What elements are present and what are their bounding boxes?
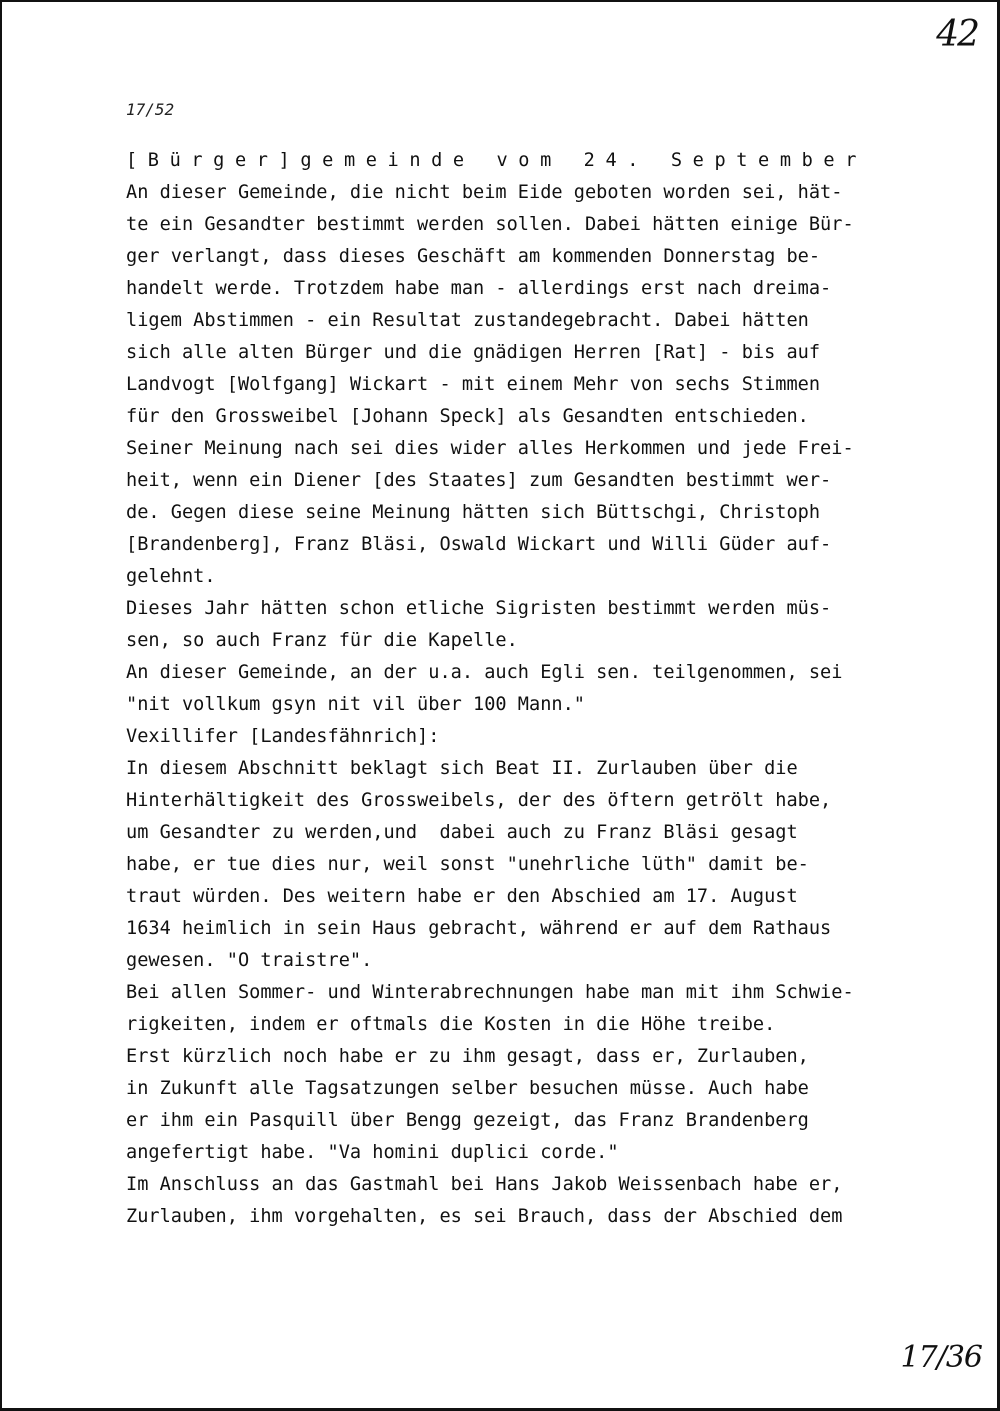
text-line: Zurlauben, ihm vorgehalten, es sei Brauch, dass der Abschied dem: [126, 1206, 843, 1227]
text-line: sich alle alten Bürger und die gnädigen Herren [Rat] - bis auf: [126, 342, 821, 363]
text-line: Erst kürzlich noch habe er zu ihm gesagt, dass er, Zurlauben,: [126, 1046, 809, 1067]
handwritten-folio-number: 17/36: [900, 1340, 982, 1375]
text-line: "nit vollkum gsyn nit vil über 100 Mann.": [126, 694, 585, 715]
text-line: In diesem Abschnitt beklagt sich Beat II. Zurlauben über die: [126, 758, 798, 779]
text-line: [Brandenberg], Franz Bläsi, Oswald Wickart und Willi Güder auf-: [126, 534, 832, 555]
text-line: er ihm ein Pasquill über Bengg gezeigt, das Franz Brandenberg: [126, 1110, 809, 1131]
text-line: für den Grossweibel [Johann Speck] als Gesandten entschieden.: [126, 406, 809, 427]
text-line: handelt werde. Trotzdem habe man - allerdings erst nach dreima-: [126, 278, 832, 299]
text-line: Landvogt [Wolfgang] Wickart - mit einem Mehr von sechs Stimmen: [126, 374, 821, 395]
section-heading: [Bürger]gemeinde vom 24. September: [126, 150, 868, 171]
text-line: de. Gegen diese seine Meinung hätten sich Büttschgi, Christoph: [126, 502, 821, 523]
text-line: habe, er tue dies nur, weil sonst "unehrliche lüth" damit be-: [126, 854, 809, 875]
body-text: [126, 145, 926, 1233]
text-line: ligem Abstimmen - ein Resultat zustandegebracht. Dabei hätten: [126, 310, 809, 331]
document-reference: 17/52: [126, 100, 175, 119]
text-line: An dieser Gemeinde, die nicht beim Eide geboten worden sei, hät-: [126, 182, 843, 203]
scan-border-left: [0, 0, 2, 1411]
text-line: traut würden. Des weitern habe er den Abschied am 17. August: [126, 886, 798, 907]
text-line: gelehnt.: [126, 566, 216, 587]
text-line: um Gesandter zu werden,und dabei auch zu Franz Bläsi gesagt: [126, 822, 798, 843]
text-line: Seiner Meinung nach sei dies wider alles Herkommen und jede Frei-: [126, 438, 854, 459]
text-line: ger verlangt, dass dieses Geschäft am kommenden Donnerstag be-: [126, 246, 821, 267]
text-line: An dieser Gemeinde, an der u.a. auch Egli sen. teilgenommen, sei: [126, 662, 843, 683]
text-line: Dieses Jahr hätten schon etliche Sigristen bestimmt werden müs-: [126, 598, 832, 619]
text-line: 1634 heimlich in sein Haus gebracht, während er auf dem Rathaus: [126, 918, 832, 939]
text-line: Im Anschluss an das Gastmahl bei Hans Jakob Weissenbach habe er,: [126, 1174, 843, 1195]
text-line: Bei allen Sommer- und Winterabrechnungen habe man mit ihm Schwie-: [126, 982, 854, 1003]
text-line: sen, so auch Franz für die Kapelle.: [126, 630, 518, 651]
text-line: Vexillifer [Landesfähnrich]:: [126, 726, 440, 747]
text-line: in Zukunft alle Tagsatzungen selber besuchen müsse. Auch habe: [126, 1078, 809, 1099]
text-line: Hinterhältigkeit des Grossweibels, der des öftern getrölt habe,: [126, 790, 832, 811]
text-line: rigkeiten, indem er oftmals die Kosten in die Höhe treibe.: [126, 1014, 776, 1035]
text-line: te ein Gesandter bestimmt werden sollen. Dabei hätten einige Bür-: [126, 214, 854, 235]
text-lines: [126, 177, 926, 1233]
text-line: heit, wenn ein Diener [des Staates] zum Gesandten bestimmt wer-: [126, 470, 832, 491]
scan-border-top: [0, 0, 1000, 2]
text-line: gewesen. "O traistre".: [126, 950, 373, 971]
text-line: angefertigt habe. "Va homini duplici corde.": [126, 1142, 619, 1163]
handwritten-page-number: 42: [936, 14, 978, 55]
